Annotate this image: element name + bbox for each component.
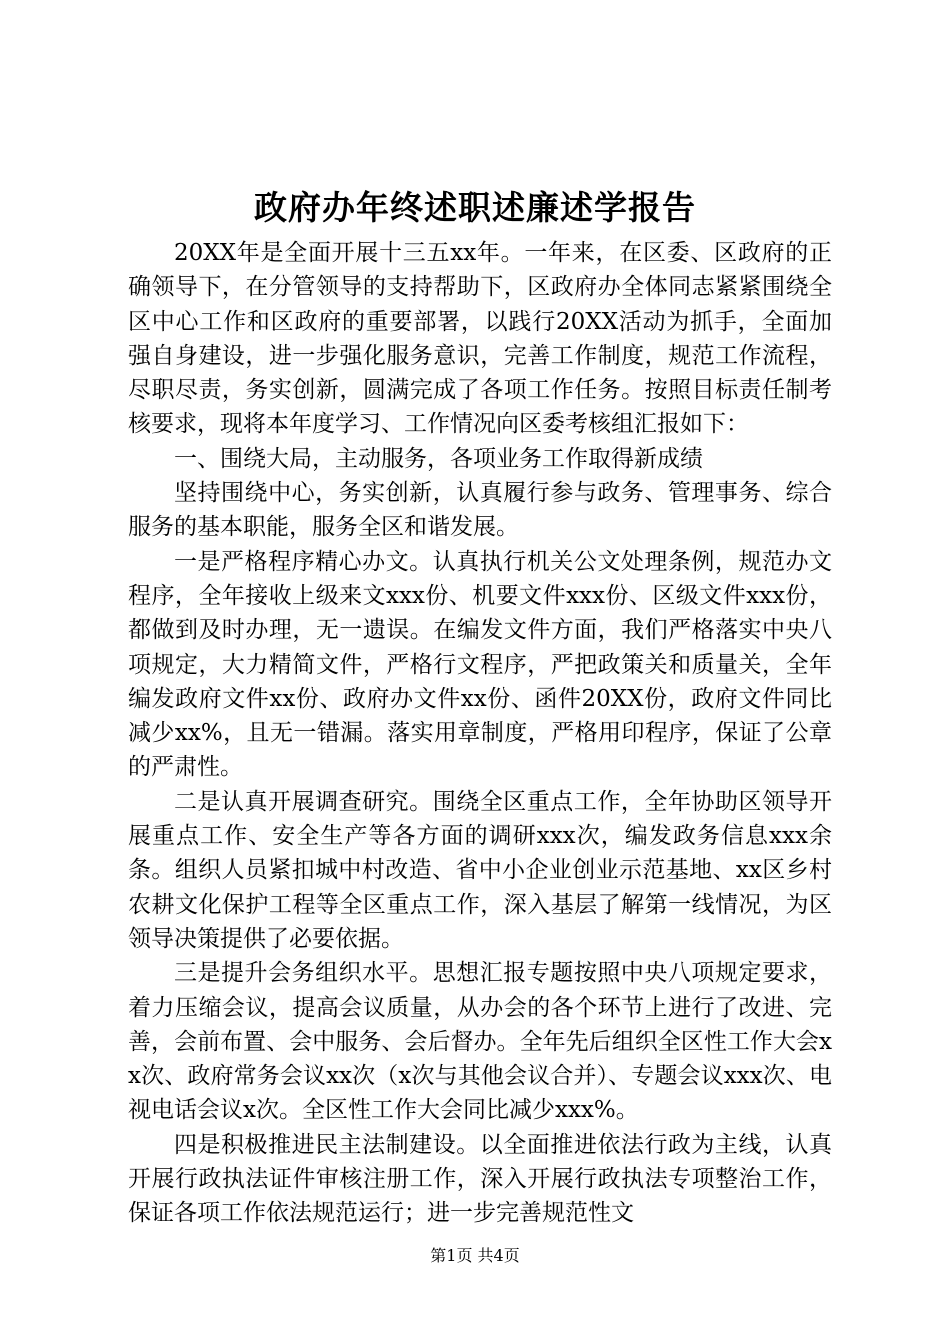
paragraph-item-1: 一是严格程序精心办文。认真执行机关公文处理条例，规范办文程序，全年接收上级来文xxx份、机要文件xxx份、区级文件xxx份，都做到及时办理，无一遗误。在编发文件方面，我们严格落实中央八项规定，大力精简文件，严格行文程序，严把政策关和质量关，全年编发政府文件xx份、政府办文件xx份、函件20XX份，政府文件同比减少xx%，且无一错漏。落实用章制度，严格用印程序，保证了公章的严肃性。 [128,548,832,781]
paragraph-intro: 20XX年是全面开展十三五xx年。一年来，在区委、区政府的正确领导下，在分管领导的支持帮助下，区政府办全体同志紧紧围绕全区中心工作和区政府的重要部署，以践行20XX活动为抓手，全面加强自身建设，进一步强化服务意识，完善工作制度，规范工作流程，尽职尽责，务实创新，圆满完成了各项工作任务。按照目标责任制考核要求，现将本年度学习、工作情况向区委考核组汇报如下： [128,240,832,438]
document-body [128,236,832,1231]
section-heading-1: 一、围绕大局，主动服务，各项业务工作取得新成绩 [174,445,703,472]
page-footer: 第1页 共4页 [430,1246,520,1265]
paragraph-overview: 坚持围绕中心，务实创新，认真履行参与政务、管理事务、综合服务的基本职能，服务全区和谐发展。 [128,480,832,541]
paragraph-item-2: 二是认真开展调查研究。围绕全区重点工作，全年协助区领导开展重点工作、安全生产等各方面的调研xxx次，编发政务信息xxx余条。组织人员紧扣城中村改造、省中小企业创业示范基地、xx区乡村农耕文化保护工程等全区重点工作，深入基层了解第一线情况，为区领导决策提供了必要依据。 [128,788,832,952]
paragraph-item-3: 三是提升会务组织水平。思想汇报专题按照中央八项规定要求，着力压缩会议，提高会议质量，从办会的各个环节上进行了改进、完善，会前布置、会中服务、会后督办。全年先后组织全区性工作大会xx次、政府常务会议xx次（x次与其他会议合并）、专题会议xxx次、电视电话会议x次。全区性工作大会同比减少xxx%。 [128,960,832,1124]
paragraph-item-4: 四是积极推进民主法制建设。以全面推进依法行政为主线，认真开展行政执法证件审核注册工作，深入开展行政执法专项整治工作，保证各项工作依法规范运行；进一步完善规范性文 [128,1131,832,1227]
page-title: 政府办年终述职述廉述学报告 [254,188,696,227]
